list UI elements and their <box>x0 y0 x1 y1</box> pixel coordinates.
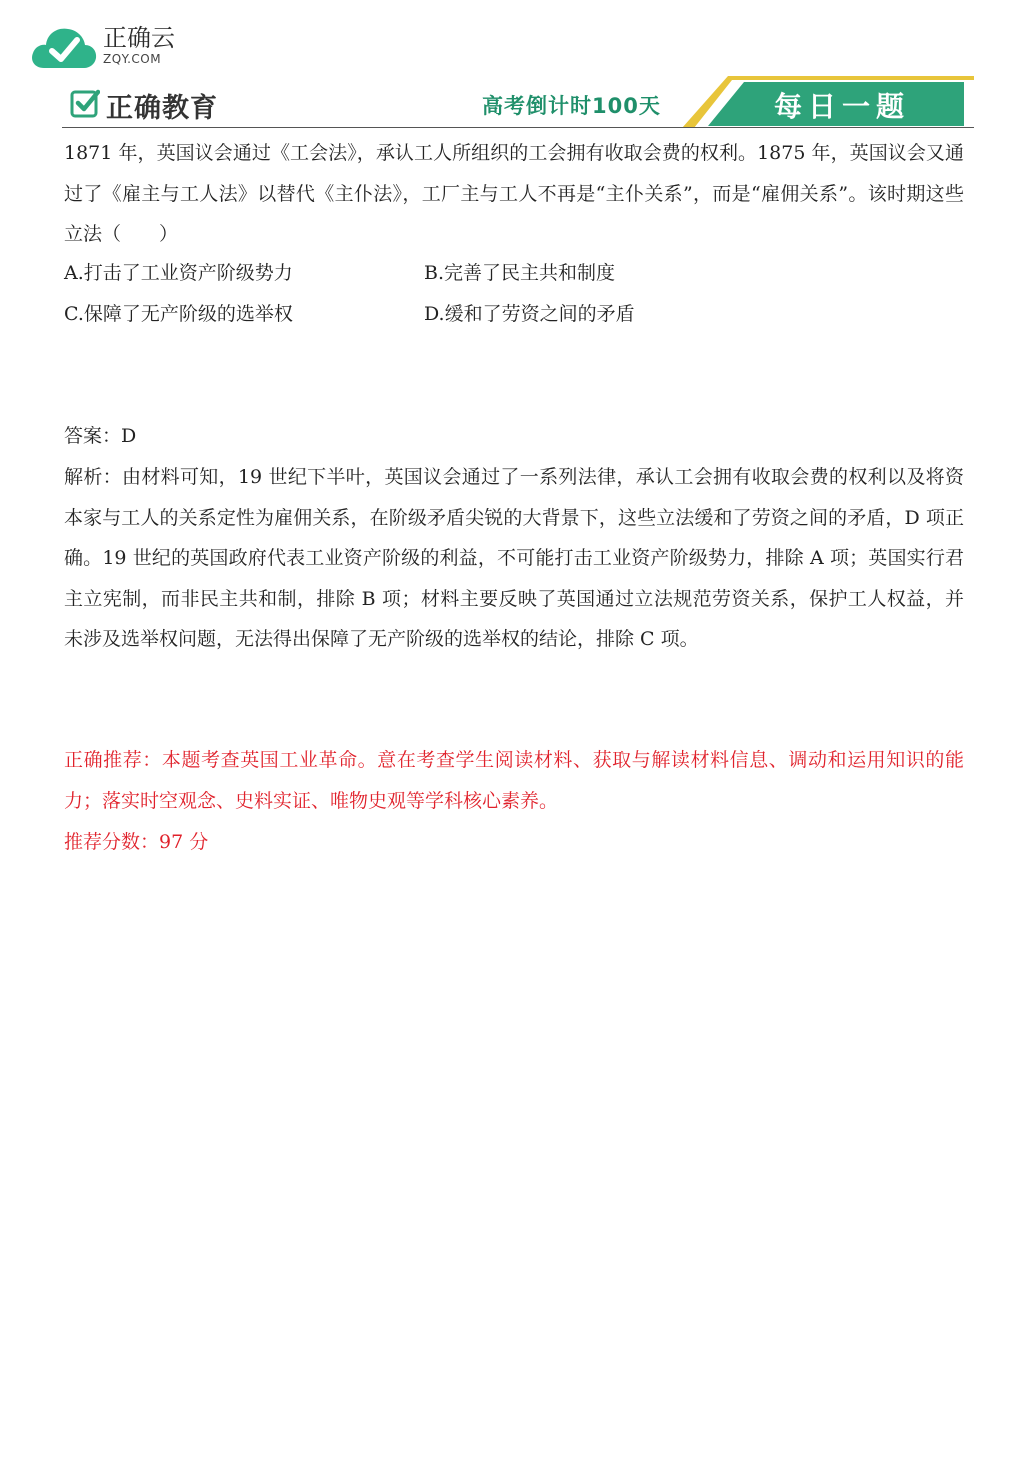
brand-name: 正确教育 <box>106 93 218 124</box>
question-stem: 1871 年，英国议会通过《工会法》，承认工人所组织的工会拥有收取会费的权利。1875 年，英国议会又通过了《雇主与工人法》以替代《主仆法》，工厂主与工人不再是“主仆关系”，而是“雇佣关系”。该时期这些立法（ ） <box>64 142 964 245</box>
countdown-label: 高考倒计时100天 <box>482 94 661 118</box>
logo-domain: ZQY.COM <box>103 52 162 66</box>
logo-text <box>103 24 175 66</box>
option-a: A.打击了工业资产阶级势力 <box>64 262 293 284</box>
daily-question-label: 每日一题 <box>774 90 911 123</box>
option-c: C.保障了无产阶级的选举权 <box>64 302 293 325</box>
recommendation: 正确推荐：本题考查英国工业革命。意在考查学生阅读材料、获取与解读材料信息、调动和运用知识的能力；落实时空观念、史料实证、唯物史观等学科核心素养。 <box>64 749 964 812</box>
check-box-icon <box>70 88 100 118</box>
option-d: D.缓和了劳资之间的矛盾 <box>424 302 635 325</box>
answer: 答案：D <box>64 425 137 447</box>
analysis: 解析：由材料可知，19 世纪下半叶，英国议会通过了一系列法律，承认工会拥有收取会费的权利以及将资本家与工人的关系定性为雇佣关系，在阶级矛盾尖锐的大背景下，这些立法缓和了劳资之间的矛盾，D 项正确。19 世纪的英国政府代表工业资产阶级的利益，不可能打击工业资产阶级势力，排除 A 项；英国实行君主立宪制，而非民主共和制，排除 B 项；材料主要反映了英国通过立法规范劳资关系，保护工人权益，并未涉及选举权问题，无法得出保障了无产阶级的选举权的结论，排除 C 项。 <box>64 466 964 650</box>
options-row <box>64 253 964 294</box>
options-row <box>64 294 964 335</box>
header-band <box>62 76 974 128</box>
recommended-score: 推荐分数：97 分 <box>64 831 209 853</box>
options-list <box>64 253 964 334</box>
cloud-check-icon <box>30 22 98 72</box>
logo-name: 正确云 <box>103 24 175 52</box>
header-divider <box>62 127 974 128</box>
option-b: B.完善了民主共和制度 <box>424 262 616 284</box>
